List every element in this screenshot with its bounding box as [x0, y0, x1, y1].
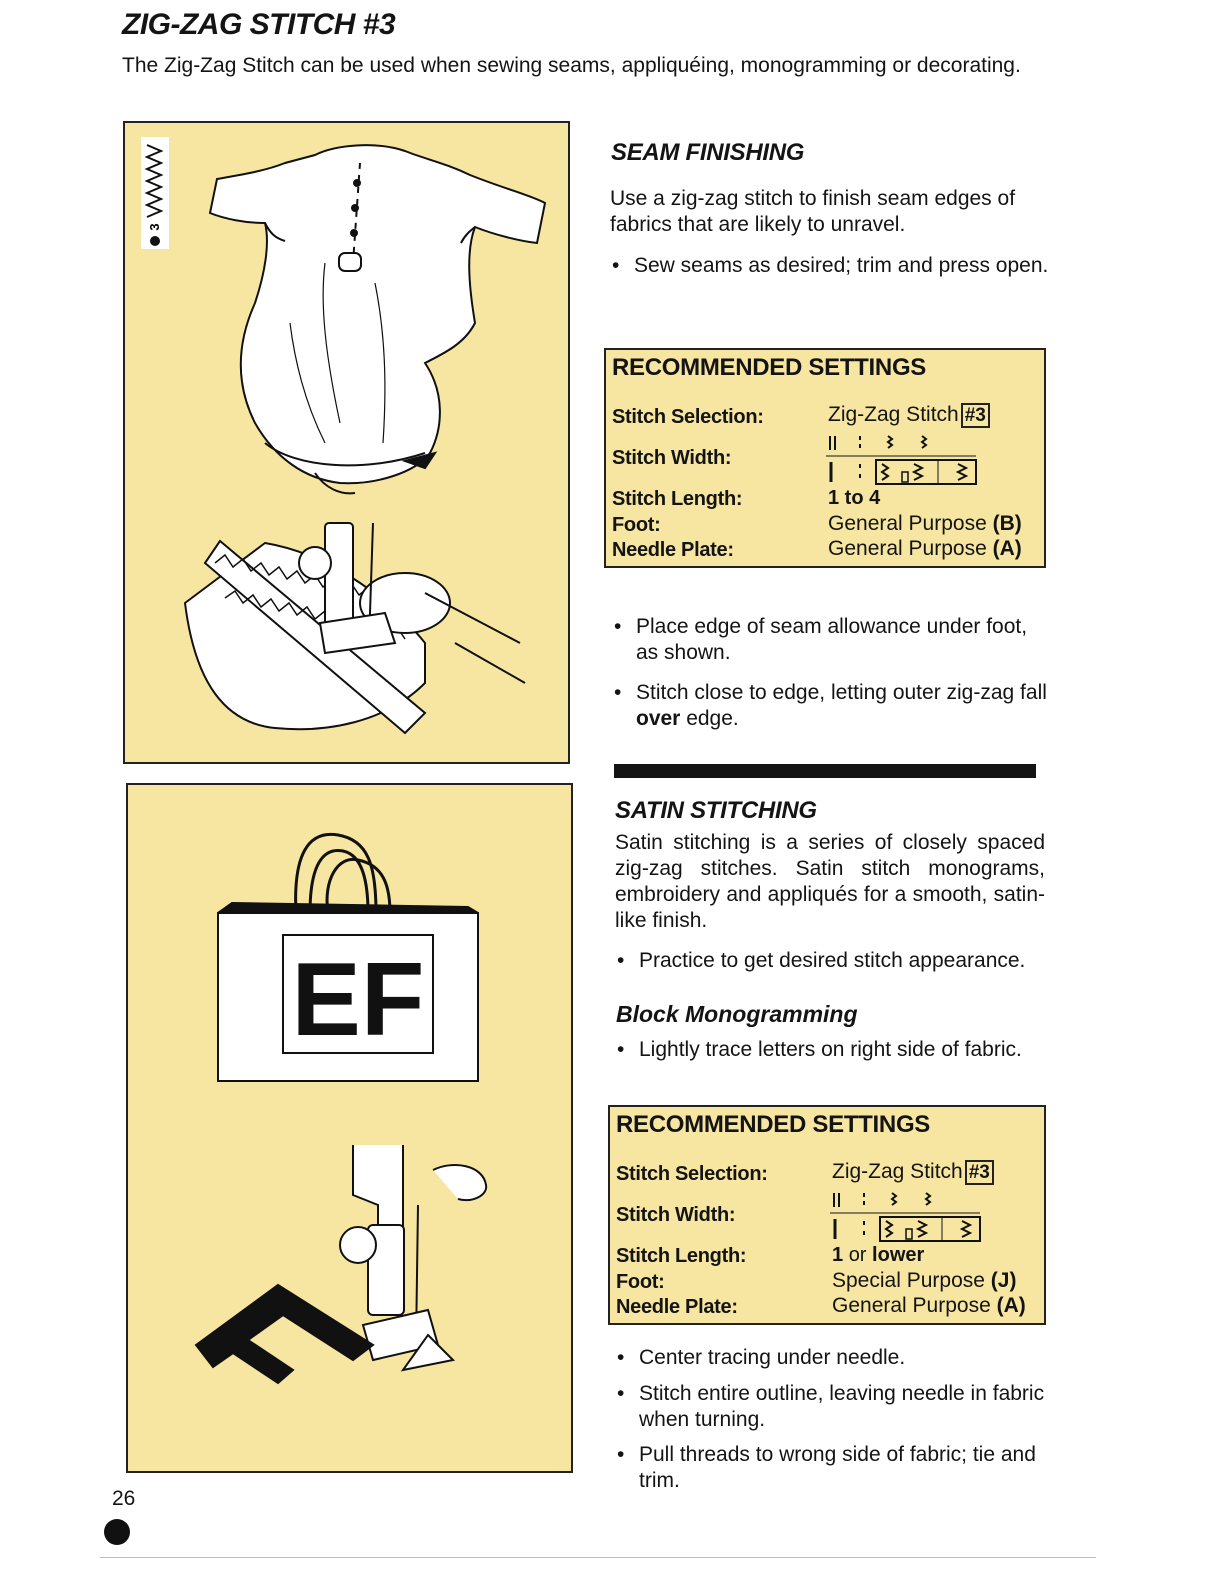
satin-recommended-settings	[608, 1105, 1046, 1325]
page-number: 26	[112, 1487, 136, 1510]
stitch-length-value: 1 or lower	[832, 1244, 925, 1266]
list-item: • Stitch entire outline, leaving needle in fabric when turning.	[617, 1382, 1045, 1431]
page-title: ZIG-ZAG STITCH #3	[122, 8, 396, 41]
stitch-width-dial-icon	[830, 1191, 990, 1245]
presser-foot-drawing	[185, 523, 525, 762]
foot-value: Special Purpose (J)	[832, 1269, 1017, 1292]
foot-label: Foot:	[612, 514, 661, 536]
seam-finishing-description: Use a zig-zag stitch to finish seam edges of fabrics that are likely to unravel.	[610, 187, 1016, 236]
list-item: • Practice to get desired stitch appearance.	[617, 949, 1026, 972]
intro-text: The Zig-Zag Stitch can be used when sewing seams, appliquéing, monogramming or decorating.	[122, 54, 1021, 77]
baby-gown-drawing	[210, 145, 545, 493]
satin-foot-drawing	[340, 1145, 486, 1370]
stitch-number-box: #3	[961, 403, 990, 428]
section-divider	[614, 764, 1036, 778]
satin-stitching-illustration	[128, 785, 571, 1471]
list-item: • Pull threads to wrong side of fabric; tie and trim.	[617, 1443, 1036, 1492]
list-item: • Sew seams as desired; trim and press open.	[612, 254, 1049, 277]
stitch-length-value: 1 to 4	[828, 487, 881, 509]
stitch-selection-label: Stitch Selection:	[616, 1163, 768, 1185]
list-item: • Lightly trace letters on right side of fabric.	[617, 1038, 1022, 1061]
settings-heading: RECOMMENDED SETTINGS	[612, 354, 927, 381]
stitch-selection-label: Stitch Selection:	[612, 406, 764, 428]
seam-finishing-illustration	[125, 123, 568, 762]
stitch-number-box: #3	[965, 1160, 994, 1185]
stitch-length-label: Stitch Length:	[612, 488, 743, 510]
bag-monogram: EF	[291, 942, 425, 1058]
foot-label: Foot:	[616, 1271, 665, 1293]
needle-plate-label: Needle Plate:	[612, 539, 734, 561]
zigzag-stitch-icon	[141, 137, 169, 249]
needle-plate-value: General Purpose (A)	[828, 537, 1022, 560]
foot-value: General Purpose (B)	[828, 512, 1022, 535]
satin-stitching-description: Satin stitching is a series of closely spaced zig-zag stitches. Satin stitch monograms, embroidery and appliqués for a smooth, satin-like finish.	[615, 831, 1045, 932]
stitch-length-label: Stitch Length:	[616, 1245, 747, 1267]
stitch-width-label: Stitch Width:	[612, 447, 732, 469]
binding-dot-icon	[104, 1519, 130, 1545]
tote-bag-drawing	[218, 834, 478, 1081]
seam-finishing-heading: SEAM FINISHING	[611, 139, 805, 166]
block-monogramming-heading: Block Monogramming	[616, 1001, 858, 1027]
stitch-width-label: Stitch Width:	[616, 1204, 736, 1226]
settings-heading: RECOMMENDED SETTINGS	[616, 1111, 931, 1138]
stitch-width-dial-icon	[826, 434, 986, 488]
seam-recommended-settings	[604, 348, 1046, 568]
footer-line	[100, 1557, 1096, 1558]
illustration-seam-panel	[123, 121, 570, 764]
needle-plate-label: Needle Plate:	[616, 1296, 738, 1318]
illustration-satin-panel	[126, 783, 573, 1473]
needle-plate-value: General Purpose (A)	[832, 1294, 1026, 1317]
satin-stitching-heading: SATIN STITCHING	[615, 797, 817, 824]
svg-text:3: 3	[147, 223, 162, 231]
stitch-selection-value: Zig-Zag Stitch #3	[828, 403, 990, 428]
list-item: • Place edge of seam allowance under foot, as shown.	[614, 615, 1028, 664]
satin-letter-f-drawing	[196, 1285, 373, 1383]
stitch-selection-value: Zig-Zag Stitch #3	[832, 1160, 994, 1185]
list-item: • Center tracing under needle.	[617, 1346, 906, 1369]
list-item: • Stitch close to edge, letting outer zig-zag fall over edge.	[614, 681, 1047, 730]
